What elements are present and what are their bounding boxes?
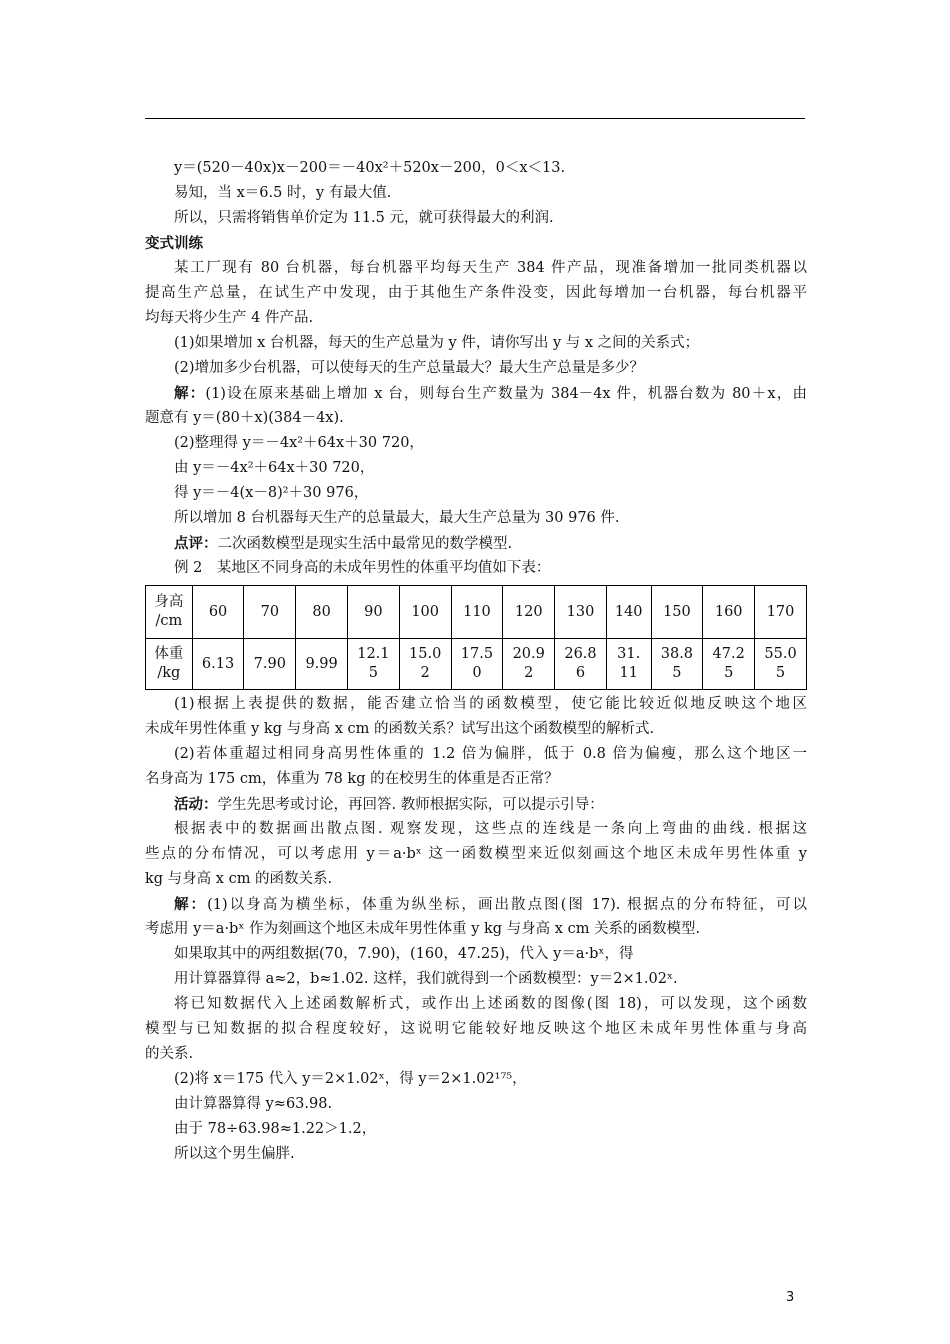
question-line: 未成年男性体重 y kg 与身高 x cm 的函数关系？试写出这个函数模型的解析式. — [145, 721, 655, 737]
solution2-line: 模型与已知数据的拟合程度较好，这说明它能较好地反映这个地区未成年男性体重与身高 — [145, 1021, 807, 1037]
solution2-line: (2)将 x＝175 代入 y＝2×1.02ˣ，得 y＝2×1.02¹⁷⁵， — [174, 1071, 527, 1087]
comment-label: 点评： — [174, 535, 218, 552]
height-weight-table — [145, 585, 807, 690]
table-cell: 38.8 5 — [651, 639, 703, 690]
solution2-text: (1)以身高为横坐标，体重为纵坐标，画出散点图(图 17). 根据点的分布特征，可以 — [207, 897, 807, 913]
table-cell: 17.5 0 — [451, 639, 503, 690]
problem-line: 提高生产总量，在试生产中发现，由于其他生产条件没变，因此每增加一台机器，每台机器平 — [145, 285, 807, 301]
text-line: 所以，只需将销售单价定为 11.5 元，就可获得最大的利润. — [174, 210, 554, 226]
problem-line: 某工厂现有 80 台机器，每台机器平均每天生产 384 件产品，现准备增加一批同类机器以 — [174, 260, 807, 276]
question-line: (1)根据上表提供的数据，能否建立恰当的函数模型，使它能比较近似地反映这个地区 — [174, 696, 807, 712]
example-title: 例 2 某地区不同身高的未成年男性的体重平均值如下表： — [174, 560, 551, 576]
analysis-line: kg 与身高 x cm 的函数关系. — [145, 871, 333, 887]
activity-label: 活动： — [174, 796, 218, 813]
table-cell: 170 — [755, 586, 807, 639]
section-title: 变式训练 — [145, 235, 203, 252]
solution2-line: 所以这个男生偏胖. — [174, 1146, 295, 1162]
table-cell: 110 — [451, 586, 503, 639]
solution-line: 得 y＝－4(x－8)²＋30 976， — [174, 485, 369, 501]
table-cell: 60 — [192, 586, 244, 639]
table-cell: 6.13 — [192, 639, 244, 690]
activity-text: 学生先思考或讨论，再回答. 教师根据实际，可以提示引导： — [217, 797, 604, 813]
solution2-line: 用计算器算得 a≈2，b≈1.02. 这样，我们就得到一个函数模型：y＝2×1.02ˣ. — [174, 971, 678, 987]
solution2-line: 由计算器算得 y≈63.98. — [174, 1096, 333, 1112]
solution2-line: 由于 78÷63.98≈1.22＞1.2， — [174, 1121, 377, 1137]
solution-line: 由 y＝－4x²＋64x＋30 720， — [174, 460, 375, 476]
solution2-line: 的关系. — [145, 1046, 194, 1062]
question-line: 名身高为 175 cm，体重为 78 kg 的在校男生的体重是否正常？ — [145, 771, 559, 787]
solution-label: 解： — [174, 385, 206, 402]
table-cell: 15.0 2 — [399, 639, 451, 690]
document-body — [145, 156, 807, 1167]
activity-line — [145, 792, 807, 817]
solution2-line: 考虑用 y＝a·bˣ 作为刻画这个地区未成年男性体重 y kg 与身高 x cm 关系的函数模型. — [145, 921, 701, 937]
table-cell: 31. 11 — [606, 639, 651, 690]
problem-line: (2)增加多少台机器，可以使每天的生产总量最大？最大生产总量是多少？ — [174, 360, 645, 376]
table-header-height: 身高 /cm — [146, 586, 193, 639]
solution-text: (1)设在原来基础上增加 x 台，则每台生产数量为 384－4x 件，机器台数为 80＋x，由 — [205, 386, 808, 402]
text-line: 易知，当 x＝6.5 时，y 有最大值. — [174, 185, 392, 201]
table-cell: 12.1 5 — [348, 639, 400, 690]
table-cell: 9.99 — [296, 639, 348, 690]
table-cell: 20.9 2 — [503, 639, 555, 690]
solution-line: (2)整理得 y＝－4x²＋64x＋30 720， — [174, 435, 424, 451]
page-number: 3 — [786, 1290, 795, 1305]
problem-line: (1)如果增加 x 台机器，每天的生产总量为 y 件，请你写出 y 与 x 之间的关系式； — [174, 335, 700, 351]
analysis-line: 根据表中的数据画出散点图. 观察发现，这些点的连线是一条向上弯曲的曲线. 根据这 — [174, 821, 807, 837]
table-cell: 70 — [244, 586, 296, 639]
table-cell: 140 — [606, 586, 651, 639]
solution-line — [145, 381, 807, 406]
table-cell: 90 — [348, 586, 400, 639]
equation-line: y＝(520－40x)x－200＝－40x²＋520x－200，0＜x＜13. — [174, 160, 566, 176]
problem-line: 均每天将少生产 4 件产品. — [145, 310, 314, 326]
table-cell: 55.0 5 — [755, 639, 807, 690]
table-cell: 130 — [555, 586, 607, 639]
analysis-line: 些点的分布情况，可以考虑用 y＝a·bˣ 这一函数模型来近似刻画这个地区未成年男性体重 y — [145, 846, 807, 862]
table-header-weight: 体重 /kg — [146, 639, 193, 690]
table-cell: 150 — [651, 586, 703, 639]
comment-line — [145, 531, 807, 556]
table-cell: 120 — [503, 586, 555, 639]
comment-text: 二次函数模型是现实生活中最常见的数学模型. — [217, 536, 513, 552]
header-rule — [145, 118, 805, 119]
table-cell: 160 — [703, 586, 755, 639]
table-row-weight — [146, 639, 807, 690]
table-cell: 7.90 — [244, 639, 296, 690]
table-row-height — [146, 586, 807, 639]
solution2-line: 如果取其中的两组数据(70，7.90)，(160，47.25)，代入 y＝a·bˣ，得 — [174, 946, 634, 962]
solution2-label: 解： — [174, 896, 208, 913]
solution-line: 所以增加 8 台机器每天生产的总量最大，最大生产总量为 30 976 件. — [174, 510, 620, 526]
question-line: (2)若体重超过相同身高男性体重的 1.2 倍为偏胖，低于 0.8 倍为偏瘦，那么这个地区一 — [174, 746, 807, 762]
table-cell: 100 — [399, 586, 451, 639]
table-cell: 47.2 5 — [703, 639, 755, 690]
table-cell: 26.8 6 — [555, 639, 607, 690]
solution2-line — [145, 892, 807, 917]
solution-line: 题意有 y＝(80＋x)(384－4x). — [145, 410, 344, 426]
solution2-line: 将已知数据代入上述函数解析式，或作出上述函数的图像(图 18)，可以发现，这个函数 — [174, 996, 807, 1012]
table-cell: 80 — [296, 586, 348, 639]
